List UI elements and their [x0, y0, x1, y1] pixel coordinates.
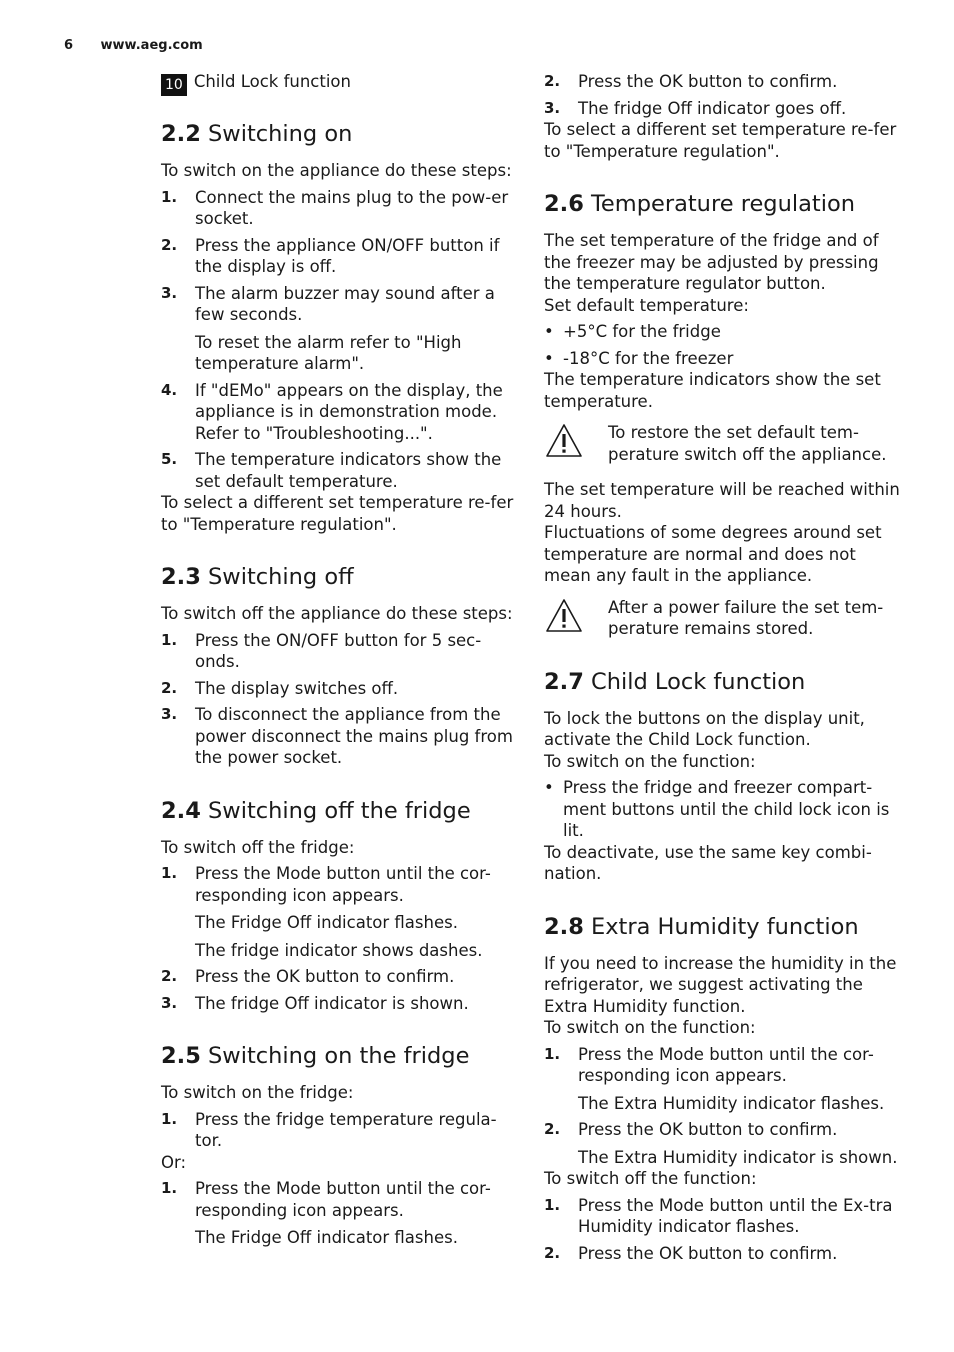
list-note: The Extra Humidity indicator is shown. [578, 1147, 898, 1167]
warning-note [544, 422, 904, 465]
paragraph: To switch off the appliance do these steps: [161, 604, 513, 623]
list-item: 3. To disconnect the appliance from the power disconnect the mains plug from the power socket. [161, 705, 513, 767]
paragraph: Set default temperature: [544, 295, 749, 315]
section-number: 2.5 [161, 1043, 201, 1069]
paragraph: To switch on the appliance do these steps: [161, 161, 512, 180]
list-item: 3. The fridge Off indicator goes off. [544, 98, 847, 118]
paragraph: Fluctuations of some degrees around set temperature are normal and does not mean any fault in the appliance. [544, 523, 882, 585]
legend-item [161, 71, 521, 96]
section-title: Child Lock function [591, 668, 806, 695]
list-item: 5. The temperature indicators show the set default temperature. [161, 450, 502, 491]
section-number: 2.6 [544, 191, 584, 217]
paragraph: The set temperature will be reached within 24 hours. [544, 480, 900, 521]
left-column [161, 70, 521, 1249]
paragraph: Or: [161, 1152, 187, 1172]
list-note: The Fridge Off indicator flashes. [195, 1228, 458, 1247]
paragraph: To switch on the function: [544, 751, 756, 771]
list-item: 2. Press the OK button to confirm. [161, 967, 455, 986]
list-item: 1. Press the Mode button until the cor-responding icon appears. [161, 1179, 491, 1220]
section-heading-2-2 [161, 120, 521, 148]
list-item: 1. Press the ON/OFF button for 5 sec-onds. [161, 630, 482, 671]
list-item: 2. Press the OK button to confirm. [544, 1120, 838, 1139]
list-item: 1. Press the fridge temperature regula-tor. [161, 1109, 497, 1150]
paragraph: The set temperature of the fridge and of the freezer may be adjusted by pressing the temperature regulator button. [544, 231, 879, 293]
paragraph: To switch on the fridge: [161, 1083, 354, 1102]
warning-triangle-icon [544, 422, 608, 465]
section-number: 2.7 [544, 668, 584, 695]
list-item: 3. The fridge Off indicator is shown. [161, 993, 469, 1013]
section-number: 2.2 [161, 121, 201, 147]
section-title: Switching off the fridge [208, 797, 471, 824]
paragraph: To select a different set temperature re-fer to "Temperature regulation". [544, 120, 897, 161]
header-url: www.aeg.com [100, 38, 203, 53]
paragraph: To lock the buttons on the display unit, activate the Child Lock function. [544, 708, 865, 749]
section-heading-2-3 [161, 563, 521, 591]
section-heading-2-5 [161, 1042, 521, 1070]
section-heading-2-6 [544, 190, 904, 218]
list-item: 1. Press the Mode button until the cor-responding icon appears. [544, 1044, 874, 1085]
section-title: Switching off [208, 564, 354, 590]
list-item: 2. Press the appliance ON/OFF button if the display is off. [161, 235, 500, 276]
warning-text: To restore the set default tem-perature switch off the appliance. [608, 423, 887, 464]
legend-number: 10 [161, 74, 187, 96]
list-note: To reset the alarm refer to "High temperature alarm". [195, 332, 462, 373]
paragraph: To deactivate, use the same key combi-nation. [544, 842, 872, 883]
list-note: The Fridge Off indicator flashes. [195, 913, 458, 932]
list-item: 1. Press the Mode button until the Ex-tra Humidity indicator flashes. [544, 1195, 893, 1236]
section-title: Switching on [208, 121, 353, 147]
section-heading-2-4 [161, 797, 521, 825]
section-title: Switching on the fridge [208, 1043, 470, 1069]
paragraph: If you need to increase the humidity in the refrigerator, we suggest activating the Extra Humidity function. [544, 953, 897, 1016]
section-title: Temperature regulation [591, 191, 855, 217]
list-item: 4. If "dEMo" appears on the display, the appliance is in demonstration mode. Refer to "Troubleshooting...". [161, 380, 503, 443]
paragraph: To switch off the function: [544, 1169, 757, 1188]
page-number: 6 [64, 38, 74, 53]
section-heading-2-7 [544, 668, 904, 696]
section-title: Extra Humidity function [591, 913, 859, 940]
warning-note [544, 597, 904, 640]
bullet-item: • Press the fridge and freezer compart-ment buttons until the child lock icon is lit. [544, 778, 890, 840]
paragraph: The temperature indicators show the set temperature. [544, 370, 881, 411]
list-note: The fridge indicator shows dashes. [195, 940, 483, 960]
legend-text: Child Lock function [193, 72, 351, 91]
paragraph: To select a different set temperature re-fer to "Temperature regulation". [161, 493, 514, 534]
bullet-item: • -18°C for the freezer [544, 348, 734, 368]
warning-text: After a power failure the set tem-perature remains stored. [608, 597, 884, 638]
list-note: The Extra Humidity indicator flashes. [578, 1093, 885, 1113]
bullet-item: • +5°C for the fridge [544, 322, 721, 341]
section-number: 2.8 [544, 913, 584, 940]
list-item: 1. Connect the mains plug to the pow-er socket. [161, 187, 509, 228]
list-item: 2. Press the OK button to confirm. [544, 1243, 838, 1263]
warning-triangle-icon [544, 597, 608, 640]
list-item: 1. Press the Mode button until the cor-responding icon appears. [161, 864, 491, 905]
section-heading-2-8 [544, 913, 904, 941]
paragraph: To switch on the function: [544, 1018, 756, 1037]
paragraph: To switch off the fridge: [161, 837, 355, 857]
list-item: 2. The display switches off. [161, 678, 399, 698]
list-item: 3. The alarm buzzer may sound after a few seconds. [161, 283, 495, 324]
right-column [544, 70, 904, 1264]
page-header [64, 38, 203, 53]
section-number: 2.4 [161, 797, 201, 824]
list-item: 2. Press the OK button to confirm. [544, 72, 838, 91]
section-number: 2.3 [161, 564, 201, 590]
